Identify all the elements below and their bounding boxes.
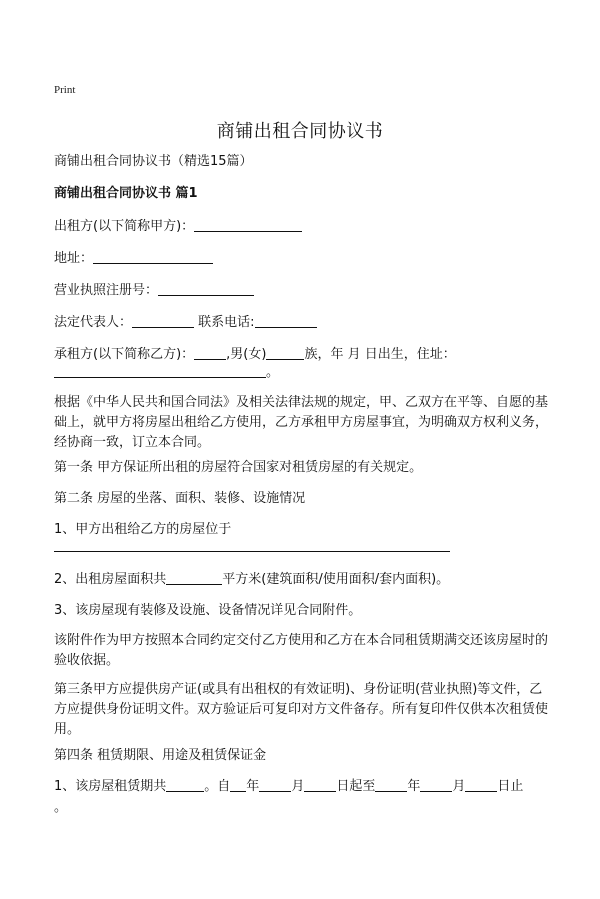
lessee-ethnic: 族，年 月 日出生，住址： xyxy=(304,347,456,362)
address-line xyxy=(54,249,213,269)
start-year-label: 年 xyxy=(246,779,260,794)
lessee-name-blank xyxy=(194,345,226,360)
area-blank xyxy=(166,570,222,585)
lessee-line xyxy=(54,345,456,365)
term-blank xyxy=(166,777,204,792)
start-month-blank xyxy=(259,777,291,792)
phone-blank xyxy=(255,313,317,328)
legal-rep-blank xyxy=(132,313,194,328)
clause-2-3: 3、该房屋现有装修及设施、设备情况详见合同附件。 xyxy=(54,603,362,618)
end-month-label: 月 xyxy=(452,779,466,794)
intro-paragraph: 根据《中华人民共和国合同法》及相关法律法规的规定，甲、乙双方在平等、自愿的基础上，就甲方将房屋出租给乙方使用，乙方承租甲方房屋事宜，为明确双方权利义务，经协商一致，订立本合同。 xyxy=(54,395,549,450)
license-label: 营业执照注册号： xyxy=(54,283,159,298)
article-2: 第二条 房屋的坐落、面积、装修、设施情况 xyxy=(54,491,306,506)
address-blank xyxy=(93,249,213,264)
clause-2-2 xyxy=(54,570,449,590)
license-line xyxy=(54,281,254,301)
term-label: 1、该房屋租赁期共 xyxy=(54,779,167,794)
until-label: 日起至 xyxy=(336,779,376,794)
end-day-blank xyxy=(465,777,497,792)
clause-4-1-end: 。 xyxy=(54,800,68,815)
end-month-blank xyxy=(420,777,452,792)
address-label: 地址： xyxy=(54,251,94,266)
clause-2-1: 1、甲方出租给乙方的房屋位于 xyxy=(54,522,232,537)
section-heading: 商铺出租合同协议书 篇1 xyxy=(54,186,198,201)
end-year-label: 年 xyxy=(407,779,421,794)
end-day-label: 日止 xyxy=(497,779,524,794)
document-title: 商铺出租合同协议书 xyxy=(216,121,384,142)
lessee-ethnic-blank xyxy=(266,345,304,360)
start-month-label: 月 xyxy=(291,779,305,794)
start-year-blank xyxy=(230,777,246,792)
document-subtitle: 商铺出租合同协议书（精选15篇） xyxy=(54,154,253,169)
article-3: 第三条甲方应提供房产证(或具有出租权的有效证明)、身份证明(营业执照)等文件，乙方应提供身份证明文件。双方验证后可复印对方文件备存。所有复印件仅供本次租赁使用。 xyxy=(54,682,549,737)
print-label: Print xyxy=(54,84,76,96)
legal-rep-line xyxy=(54,313,317,333)
legal-rep-label: 法定代表人： xyxy=(54,315,133,330)
start-day-blank xyxy=(304,777,336,792)
license-blank xyxy=(158,281,254,296)
phone-label: 联系电话: xyxy=(198,315,255,330)
end-year-blank xyxy=(375,777,407,792)
from-label: 。自 xyxy=(204,779,231,794)
clause-2-2-end: 平方米(建筑面积/使用面积/套内面积)。 xyxy=(222,572,450,587)
article-1: 第一条 甲方保证所出租的房屋符合国家对租赁房屋的有关规定。 xyxy=(54,460,423,475)
lessee-male: ,男(女) xyxy=(226,347,267,362)
clause-2-2-start: 2、出租房屋面积共 xyxy=(54,572,167,587)
lessor-blank xyxy=(194,217,302,232)
lessor-label: 出租方(以下简称甲方)： xyxy=(54,219,195,234)
article-4: 第四条 租赁期限、用途及租赁保证金 xyxy=(54,748,267,763)
lessee-end: 。 xyxy=(266,365,280,380)
annex-note: 该附件作为甲方按照本合同约定交付乙方使用和乙方在本合同租赁期满交还该房屋时的验收依据。 xyxy=(54,633,549,668)
lessee-line-2 xyxy=(54,363,279,383)
lessee-address-blank xyxy=(54,363,266,378)
location-blank xyxy=(54,551,450,552)
clause-4-1 xyxy=(54,777,523,797)
lessee-label: 承租方(以下简称乙方)： xyxy=(54,347,195,362)
lessor-line xyxy=(54,217,302,237)
